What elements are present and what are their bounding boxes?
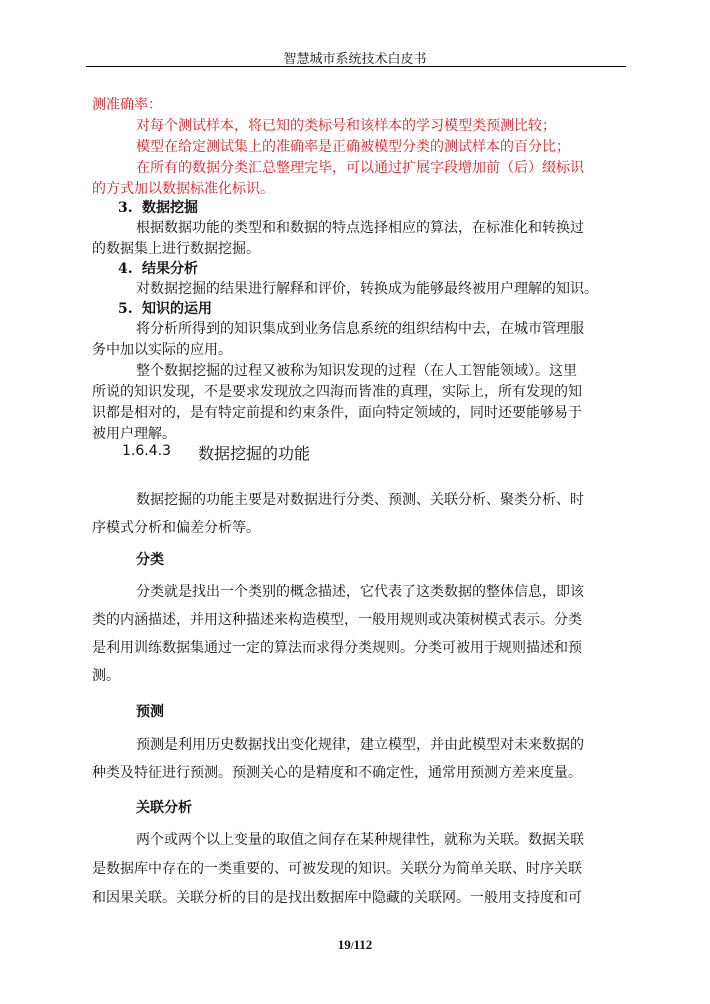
text-line: 对每个测试样本，将已知的类标号和该样本的学习模型类预测比较； (136, 118, 556, 134)
text-line: 分类就是找出一个类别的概念描述，它代表了这类数据的整体信息，即该 (136, 584, 584, 600)
text-line: 所说的知识发现，不是要求发现放之四海而皆准的真理，实际上，所有发现的知 (92, 384, 582, 400)
subsection-heading: 预测 (136, 704, 164, 720)
text-line: 务中加以实际的应用。 (92, 342, 232, 358)
text-line: 是数据库中存在的一类重要的、可被发现的知识。关联分为简单关联、时序关联 (92, 861, 582, 877)
list-title: 知识的运用 (142, 301, 212, 317)
text-line: 识都是相对的，是有特定前提和约束条件，面向特定领域的，同时还要能够易于 (92, 405, 582, 421)
text-line: 和因果关联。关联分析的目的是找出数据库中隐藏的关联网。一般用支持度和可 (92, 890, 582, 906)
list-title: 结果分析 (142, 261, 198, 277)
text-line: 在所有的数据分类汇总整理完毕，可以通过扩展字段增加前（后）缀标识 (136, 160, 584, 176)
page-header-title: 智慧城市系统技术白皮书 (283, 52, 427, 67)
text-line: 将分析所得到的知识集成到业务信息系统的组织结构中去，在城市管理服 (136, 321, 584, 337)
subsection-heading: 分类 (136, 552, 164, 568)
text-line: 根据数据功能的类型和和数据的特点选择相应的算法，在标准化和转换过 (136, 220, 584, 236)
text-line: 两个或两个以上变量的取值之间存在某种规律性，就称为关联。数据关联 (136, 832, 584, 848)
text-line: 被用户理解。 (92, 426, 176, 442)
text-line: 模型在给定测试集上的准确率是正确被模型分类的测试样本的百分比； (136, 139, 570, 155)
text-line: 种类及特征进行预测。预测关心的是精度和不确定性，通常用预测方差来度量。 (92, 765, 582, 781)
section-title: 数据挖掘的功能 (198, 444, 311, 463)
text-line: 的方式加以数据标准化标识。 (92, 181, 274, 197)
list-number: 5. (118, 301, 133, 317)
text-line: 测准确率： (92, 97, 162, 113)
text-line: 是利用训练数据集通过一定的算法而求得分类规则。分类可被用于规则描述和预 (92, 640, 582, 656)
list-number: 3. (118, 200, 133, 216)
page-current: 19 (337, 937, 351, 952)
list-number: 4. (118, 261, 133, 277)
text-line: 整个数据挖掘的过程又被称为知识发现的过程（在人工智能领域）。这里 (136, 363, 577, 379)
text-line: 序模式分析和偏差分析等。 (92, 520, 260, 536)
subsection-heading: 关联分析 (136, 800, 192, 816)
page-separator: / (350, 941, 354, 952)
section-number: 1.6.4.3 (122, 443, 171, 459)
text-line: 测。 (92, 668, 120, 684)
text-line: 类的内涵描述，并用这种描述来构造模型，一般用规则或决策树模式表示。分类 (92, 612, 582, 628)
text-line: 对数据挖掘的结果进行解释和评价，转换成为能够最终被用户理解的知识。 (136, 281, 598, 297)
text-line: 数据挖掘的功能主要是对数据进行分类、预测、关联分析、聚类分析、时 (136, 492, 584, 508)
page-total: 112 (353, 937, 373, 952)
page-number (0, 937, 710, 953)
text-line: 的数据集上进行数据挖掘。 (92, 241, 260, 257)
list-title: 数据挖掘 (142, 200, 198, 216)
header-rule (86, 66, 626, 67)
text-line: 预测是利用历史数据找出变化规律，建立模型，并由此模型对未来数据的 (136, 737, 584, 753)
